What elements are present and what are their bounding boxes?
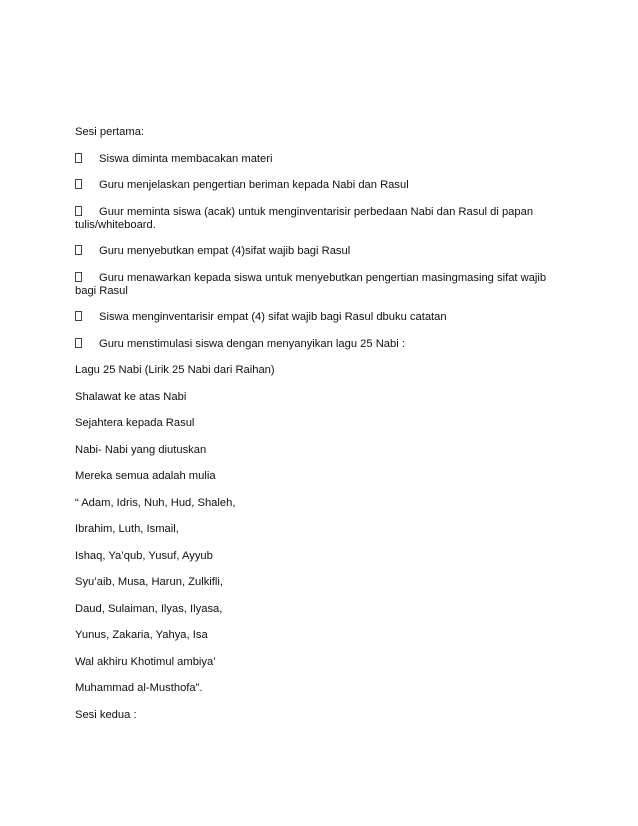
song-line: Yunus, Zakaria, Yahya, Isa bbox=[75, 629, 208, 641]
song-line: Ishaq, Ya’qub, Yusuf, Ayyub bbox=[75, 549, 213, 562]
bullet-box-icon bbox=[75, 245, 82, 255]
bullet-box-icon bbox=[75, 179, 82, 189]
song-line: Nabi- Nabi yang diutuskan bbox=[75, 443, 207, 456]
song-line: Daud, Sulaiman, Ilyas, Ilyasa, bbox=[75, 602, 223, 615]
song-line: Lagu 25 Nabi (Lirik 25 Nabi dari Raihan) bbox=[75, 364, 275, 376]
bullet-box-icon bbox=[75, 272, 82, 282]
song-line: Ibrahim, Luth, Ismail, bbox=[75, 523, 179, 535]
song-line: Syu’aib, Musa, Harun, Zulkifli, bbox=[75, 576, 223, 588]
song-line: “ Adam, Idris, Nuh, Hud, Shaleh, bbox=[75, 496, 236, 509]
document-body bbox=[75, 126, 560, 735]
song-line: Mereka semua adalah mulia bbox=[75, 470, 216, 482]
song-line: Wal akhiru Khotimul ambiya’ bbox=[75, 655, 216, 668]
song-line: Shalawat ke atas Nabi bbox=[75, 390, 187, 403]
session1-heading: Sesi pertama: bbox=[75, 126, 145, 138]
bullet-box-icon bbox=[75, 206, 82, 216]
bullet-box-icon bbox=[75, 311, 82, 321]
song-line: Sejahtera kepada Rasul bbox=[75, 417, 195, 429]
bullet-item: Guru menstimulasi siswa dengan menyanyikan lagu 25 Nabi : bbox=[75, 338, 560, 351]
bullet-item: Siswa menginventarisir empat (4) sifat wajib bagi Rasul dbuku catatan bbox=[75, 311, 560, 324]
bullet-item: Guru menyebutkan empat (4)sifat wajib bagi Rasul bbox=[75, 245, 560, 258]
bullet-item: Guru menawarkan kepada siswa untuk menyebutkan pengertian masingmasing sifat wajib bagi Rasul bbox=[75, 271, 547, 297]
bullet-box-icon bbox=[75, 153, 82, 163]
bullet-item: Guur meminta siswa (acak) untuk menginventarisir perbedaan Nabi dan Rasul di papan tulis/whiteboard. bbox=[75, 205, 534, 231]
session2-heading: Sesi kedua : bbox=[75, 708, 137, 721]
bullet-item: Siswa diminta membacakan materi bbox=[75, 153, 560, 166]
song-line: Muhammad al-Musthofa”. bbox=[75, 682, 203, 694]
bullet-box-icon bbox=[75, 338, 82, 348]
bullet-item: Guru menjelaskan pengertian beriman kepada Nabi dan Rasul bbox=[75, 179, 560, 192]
